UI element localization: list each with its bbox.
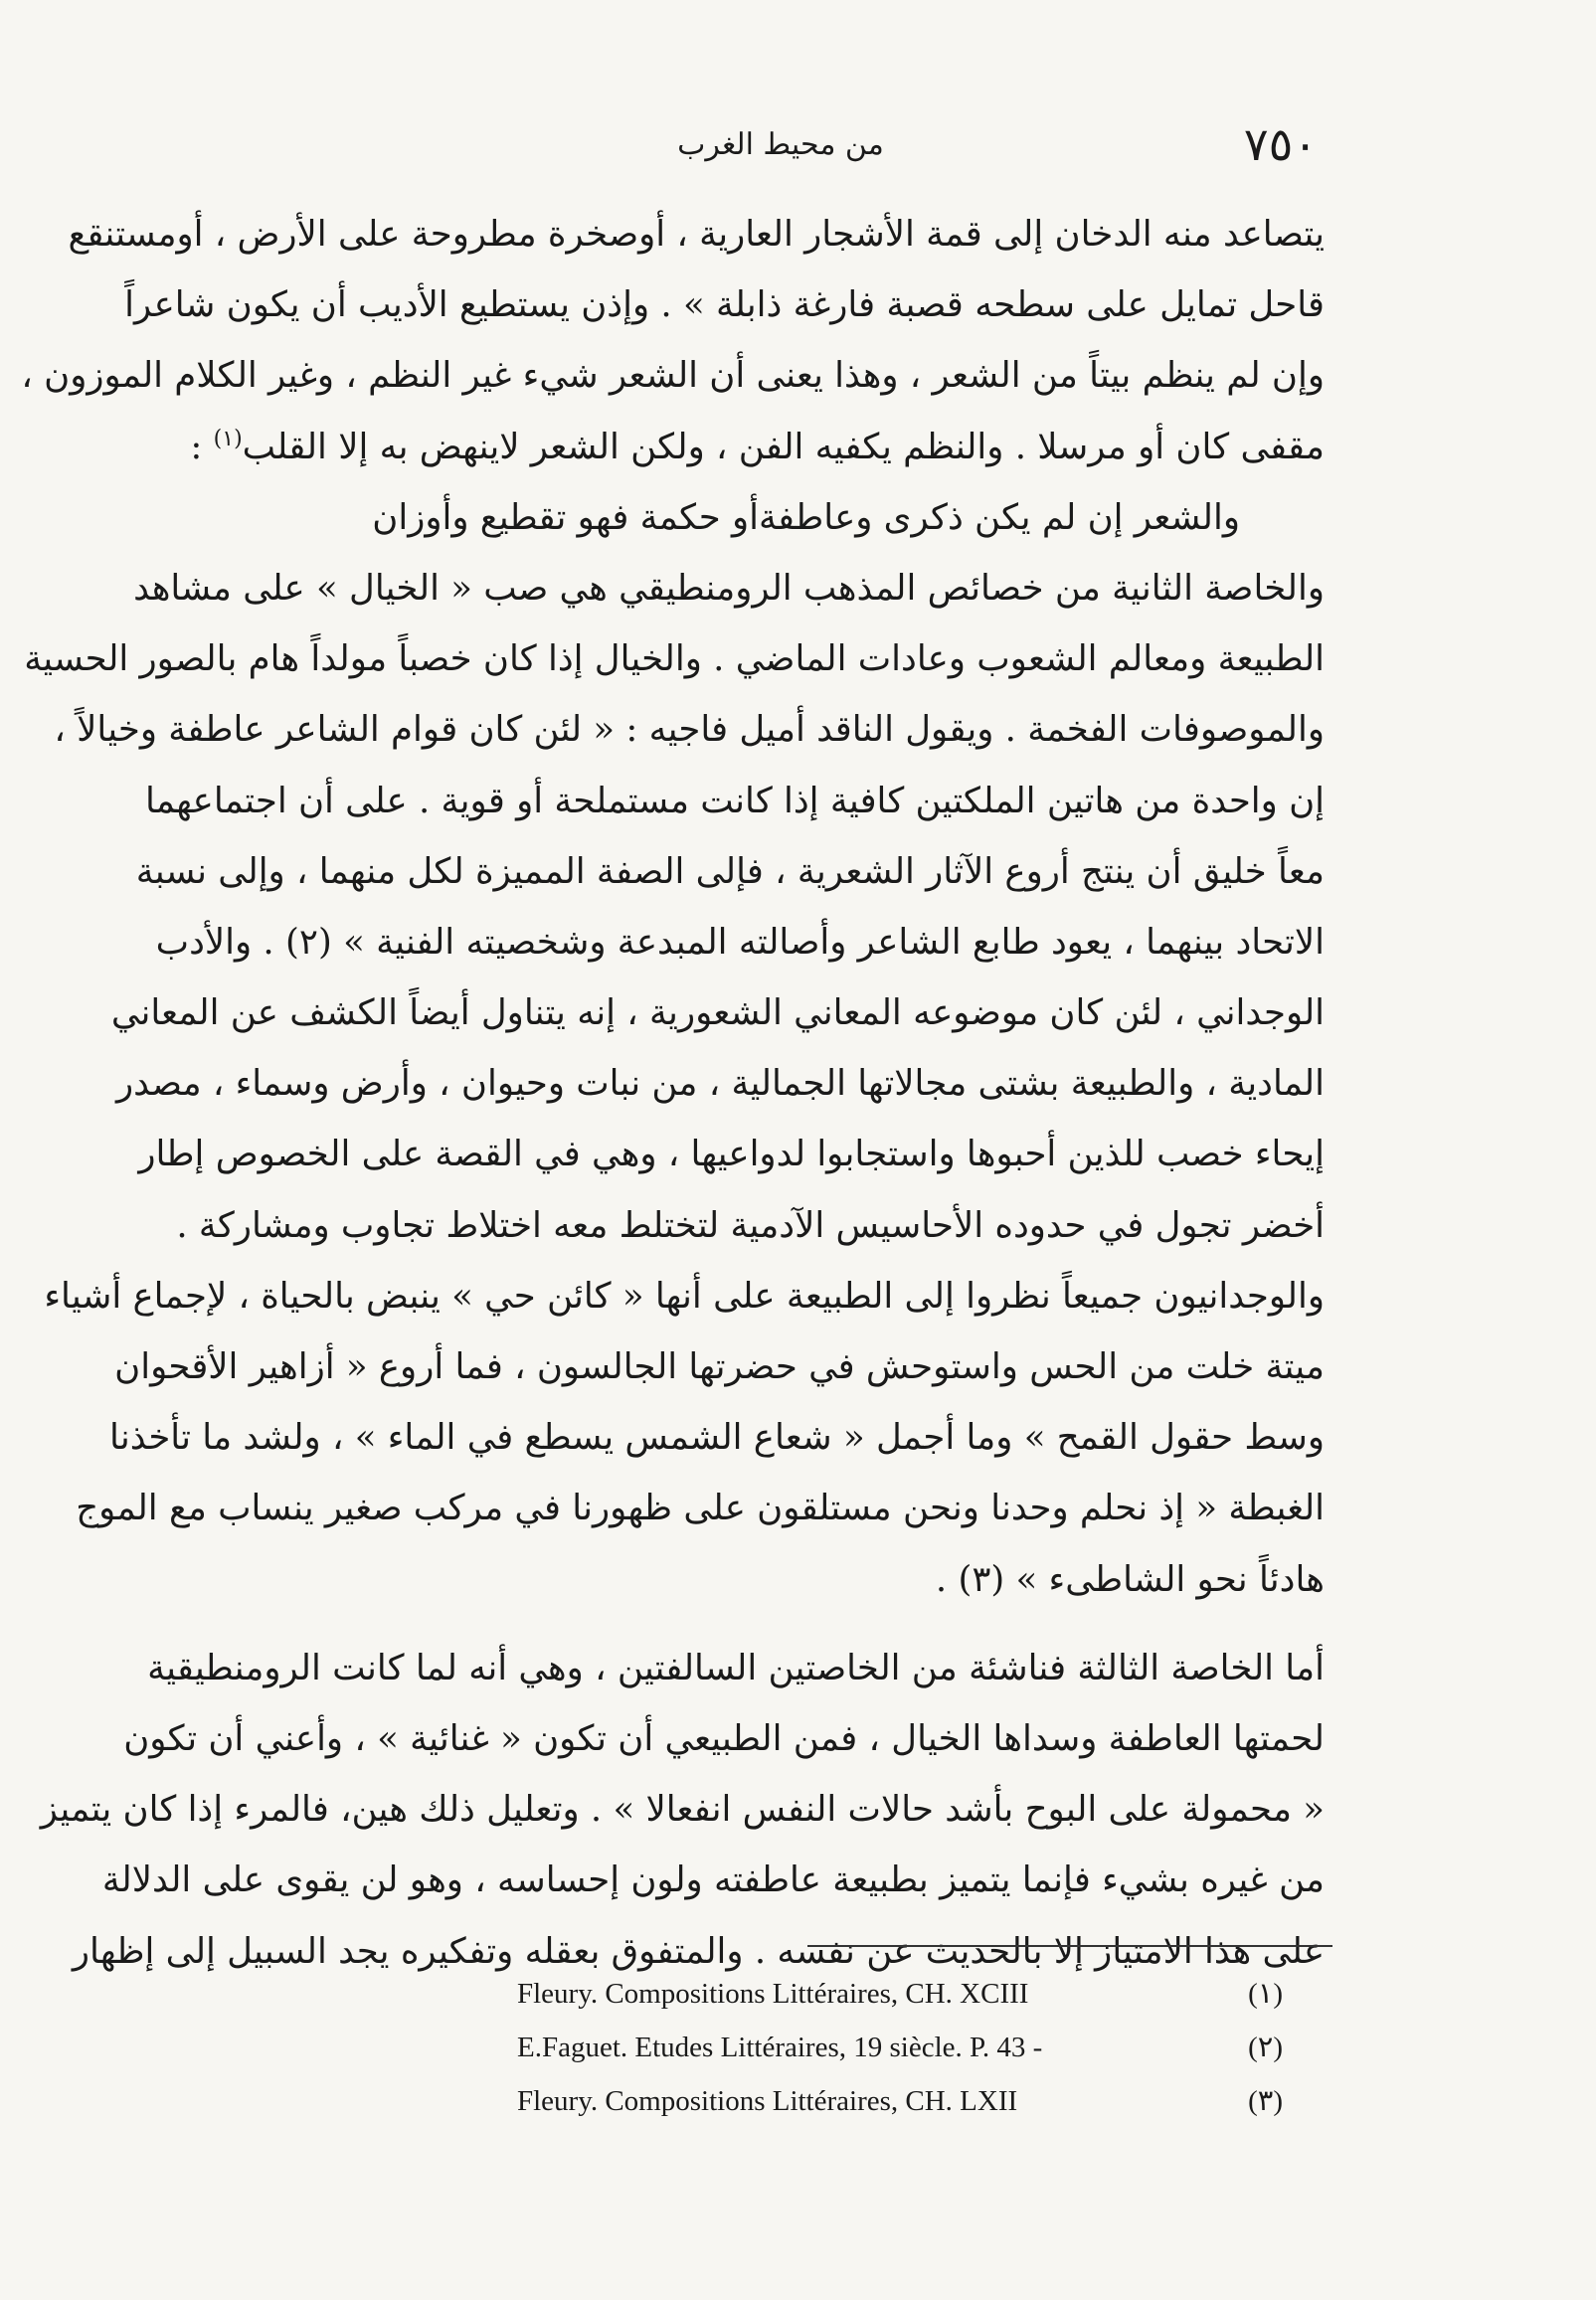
verse-hemistich-first: والشعر إن لم يكن ذكرى وعاطفة xyxy=(759,496,1240,538)
footnote xyxy=(517,2074,1283,2128)
text-line: وإن لم ينظم بيتاً من الشعر ، وهذا يعنى أن الشعر شيء غير النظم ، وغير الكلام الموزون ، xyxy=(21,355,1325,397)
paragraph-line: وسط حقول القمح » وما أجمل « شعاع الشمس يسطع في الماء » ، ولشد ما تأخذنا xyxy=(109,1417,1325,1459)
paragraph-line: أما الخاصة الثالثة فناشئة من الخاصتين السالفتين ، وهي أنه لما كانت الرومنطيقية xyxy=(147,1647,1325,1688)
footnotes xyxy=(517,1967,1283,2128)
verse-hemistich-second: أو حكمة فهو تقطيع وأوزان xyxy=(372,496,760,538)
paragraph-line: الوجداني ، لئن كان موضوعه المعاني الشعورية ، إنه يتناول أيضاً الكشف عن المعاني xyxy=(110,992,1325,1034)
paragraph-line: ميتة خلت من الحس واستوحش في حضرتها الجالسون ، فما أروع « أزاهير الأقحوان xyxy=(114,1346,1325,1387)
text-line: يتصاعد منه الدخان إلى قمة الأشجار العارية ، أوصخرة مطروحة على الأرض ، أومستنقع xyxy=(68,214,1325,255)
page-header xyxy=(224,117,1337,197)
paragraph-line: معاً خليق أن ينتج أروع الآثار الشعرية ، فإلى الصفة المميزة لكل منهما ، وإلى نسبة xyxy=(135,850,1325,892)
colon: : xyxy=(190,426,214,467)
paragraph-line: والموصوفات الفخمة . ويقول الناقد أميل فاجيه : « لئن كان قوام الشاعر عاطفة وخيالاً ، xyxy=(54,709,1325,751)
paragraph-line: والوجدانيون جميعاً نظروا إلى الطبيعة على أنها « كائن حي » ينبض بالحياة ، لإجماع أشياء xyxy=(44,1275,1325,1317)
paragraph-line: المادية ، والطبيعة بشتى مجالاتها الجمالية ، من نبات وحيوان ، وأرض وسماء ، مصدر xyxy=(116,1063,1325,1105)
paragraph-line: إن واحدة من هاتين الملكتين كافية إذا كانت مستملحة أو قوية . على أن اجتماعهما xyxy=(144,780,1325,821)
footnote-text: Fleury. Compositions Littéraires, CH. XCIII xyxy=(517,1978,1029,2010)
footnote-reference: (١) xyxy=(213,426,243,451)
text-line: قاحل تمايل على سطحه قصبة فارغة ذابلة » . وإذن يستطيع الأديب أن يكون شاعراً xyxy=(124,284,1325,326)
text-line-with-note xyxy=(190,412,1325,482)
paragraph-line: الغبطة « إذ نحلم وحدنا ونحن مستلقون على ظهورنا في مركب صغير ينساب مع الموج xyxy=(76,1488,1325,1529)
paragraph-line: على هذا الامتياز إلا بالحديث عن نفسه . والمتفوق بعقله وتفكيره يجد السبيل إلى إظهار xyxy=(72,1930,1325,1972)
footnote-text: E.Faguet. Etudes Littéraires, 19 siècle. P. 43 - xyxy=(517,2032,1043,2063)
paragraph-line: أخضر تجول في حدوده الأحاسيس الآدمية لتختلط معه اختلاط تجاوب ومشاركة . xyxy=(176,1204,1325,1246)
paragraph-line: لحمتها العاطفة وسداها الخيال ، فمن الطبيعي أن تكون « غنائية » ، وأعني أن تكون xyxy=(123,1717,1325,1759)
paragraph-line: هادئاً نحو الشاطىء » (٣) . xyxy=(935,1558,1325,1600)
text-line: مقفى كان أو مرسلا . والنظم يكفيه الفن ، ولكن الشعر لاينهض به إلا القلب xyxy=(242,426,1325,467)
footnote-mark: (١) xyxy=(1248,1978,1283,2010)
paragraph-line: الطبيعة ومعالم الشعوب وعادات الماضي . والخيال إذا كان خصباً مولداً هام بالصور الحسية xyxy=(24,638,1325,680)
footnote-divider xyxy=(807,1945,1332,1947)
paragraph-gap xyxy=(266,1615,1325,1633)
page-number: ٧٥٠ xyxy=(1243,117,1318,171)
paragraph-line: الاتحاد بينهما ، يعود طابع الشاعر وأصالته المبدعة وشخصيته الفنية » (٢) . والأدب xyxy=(155,921,1325,963)
running-title: من محيط الغرب xyxy=(677,127,884,162)
paragraph-line: والخاصة الثانية من خصائص المذهب الرومنطيقي هي صب « الخيال » على مشاهد xyxy=(133,567,1325,609)
paragraph-line: « محمولة على البوح بأشد حالات النفس انفعالا » . وتعليل ذلك هين، فالمرء إذا كان يتميز xyxy=(40,1789,1325,1831)
body-text xyxy=(21,199,1325,1987)
footnote xyxy=(517,2021,1283,2074)
verse-line xyxy=(266,482,1325,553)
footnote-text: Fleury. Compositions Littéraires, CH. LXII xyxy=(517,2085,1018,2117)
footnote-mark: (٣) xyxy=(1248,2085,1283,2117)
footnote-mark: (٢) xyxy=(1248,2032,1283,2063)
footnote xyxy=(517,1967,1283,2021)
paragraph-line: إيحاء خصب للذين أحبوها واستجابوا لدواعيها ، وهي في القصة على الخصوص إطار xyxy=(138,1134,1325,1175)
paragraph-line: من غيره بشيء فإنما يتميز بطبيعة عاطفته ولون إحساسه ، وهو لن يقوى على الدلالة xyxy=(101,1859,1325,1901)
